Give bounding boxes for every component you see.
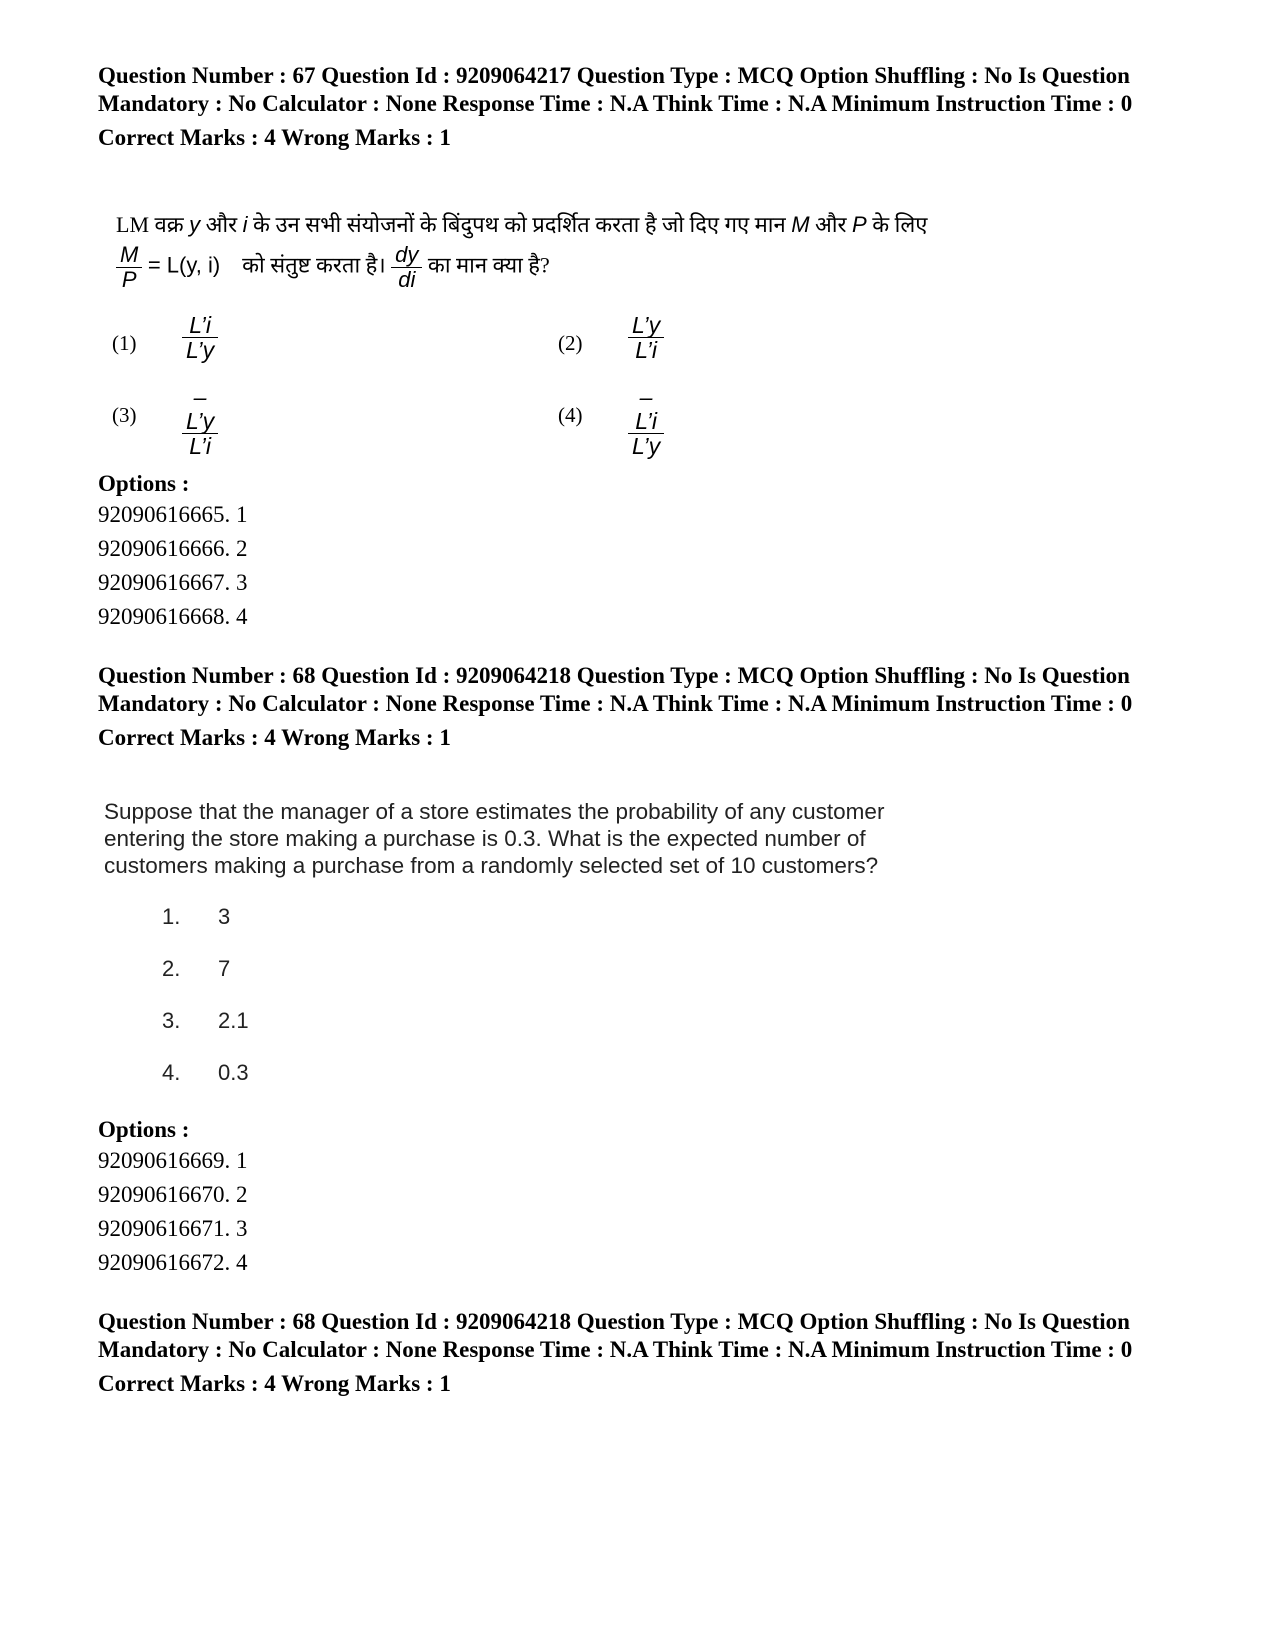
option-item: 92090616671. 3 [98,1216,248,1241]
question-68-options [98,1116,1188,1280]
option-item: 92090616669. 1 [98,1148,248,1173]
fraction-m-over-p: $\frac{M}{P}$ [116,243,142,292]
option-item: 92090616670. 2 [98,1182,248,1207]
stem-text: Suppose that the manager of a store estimates the probability of any customer entering the store making a purchase is 0.3. What is the expected number of customers making a purchase from a randomly selected set of 10 customers? [104,799,885,878]
question-67-stem: LM वक्र y और i के उन सभी संयोजनों के बिंदुपथ को प्रदर्शित करता है जो दिए गए मान M और P के लिए $\frac{M}{P}$ = L(y, i) को संतुष्ट करता है। $\frac{dy}{di}$ का मान क्या है? (1) $\frac{L’i}{L’y}$ (2) $\frac{L’y}{L’i}$ (3) $\frac{-L’y}{L’i}$ (4) $\frac{-L’i}{L’y}$ [112,205,1072,455]
option-item: 92090616665. 1 [98,502,248,527]
option-item: 92090616668. 4 [98,604,248,629]
answer-2: 2. 7 [162,956,231,981]
option-item: 92090616667. 3 [98,570,248,595]
fraction-dy-over-di: $\frac{dy}{di}$ [391,243,422,292]
stem-line-2: $\frac{M}{P}$ = L(y, i) को संतुष्ट करता है। $\frac{dy}{di}$ का मान क्या है? [116,243,550,292]
question-68b-meta [98,1308,1188,1398]
answer-1: 1. 3 [162,904,231,929]
option-item: 92090616672. 4 [98,1250,248,1275]
question-marks: Correct Marks : 4 Wrong Marks : 1 [98,1371,451,1396]
question-marks: Correct Marks : 4 Wrong Marks : 1 [98,725,451,750]
answer-3: 3. 2.1 [162,1008,249,1033]
question-67-options [98,470,1188,634]
stem-line-1: LM वक्र y और i के उन सभी संयोजनों के बिंदुपथ को प्रदर्शित करता है जो दिए गए मान M और P के लिए [116,212,928,237]
question-marks: Correct Marks : 4 Wrong Marks : 1 [98,125,451,150]
question-header: Question Number : 67 Question Id : 9209064217 Question Type : MCQ Option Shuffling : No Is Question Mandatory : No Calculator : None Response Time : N.A Think Time : N.A Minimum Instruction Time : 0 [98,63,1133,116]
option-item: 92090616666. 2 [98,536,248,561]
answer-4: 4. 0.3 [162,1060,249,1085]
question-68-meta [98,662,1188,752]
question-67-meta [98,62,1188,152]
options-title: Options : [98,1117,190,1142]
question-header: Question Number : 68 Question Id : 9209064218 Question Type : MCQ Option Shuffling : No Is Question Mandatory : No Calculator : None Response Time : N.A Think Time : N.A Minimum Instruction Time : 0 [98,663,1133,716]
question-header: Question Number : 68 Question Id : 9209064218 Question Type : MCQ Option Shuffling : No Is Question Mandatory : No Calculator : None Response Time : N.A Think Time : N.A Minimum Instruction Time : 0 [98,1309,1133,1362]
question-68-stem [104,798,964,1085]
options-title: Options : [98,471,190,496]
